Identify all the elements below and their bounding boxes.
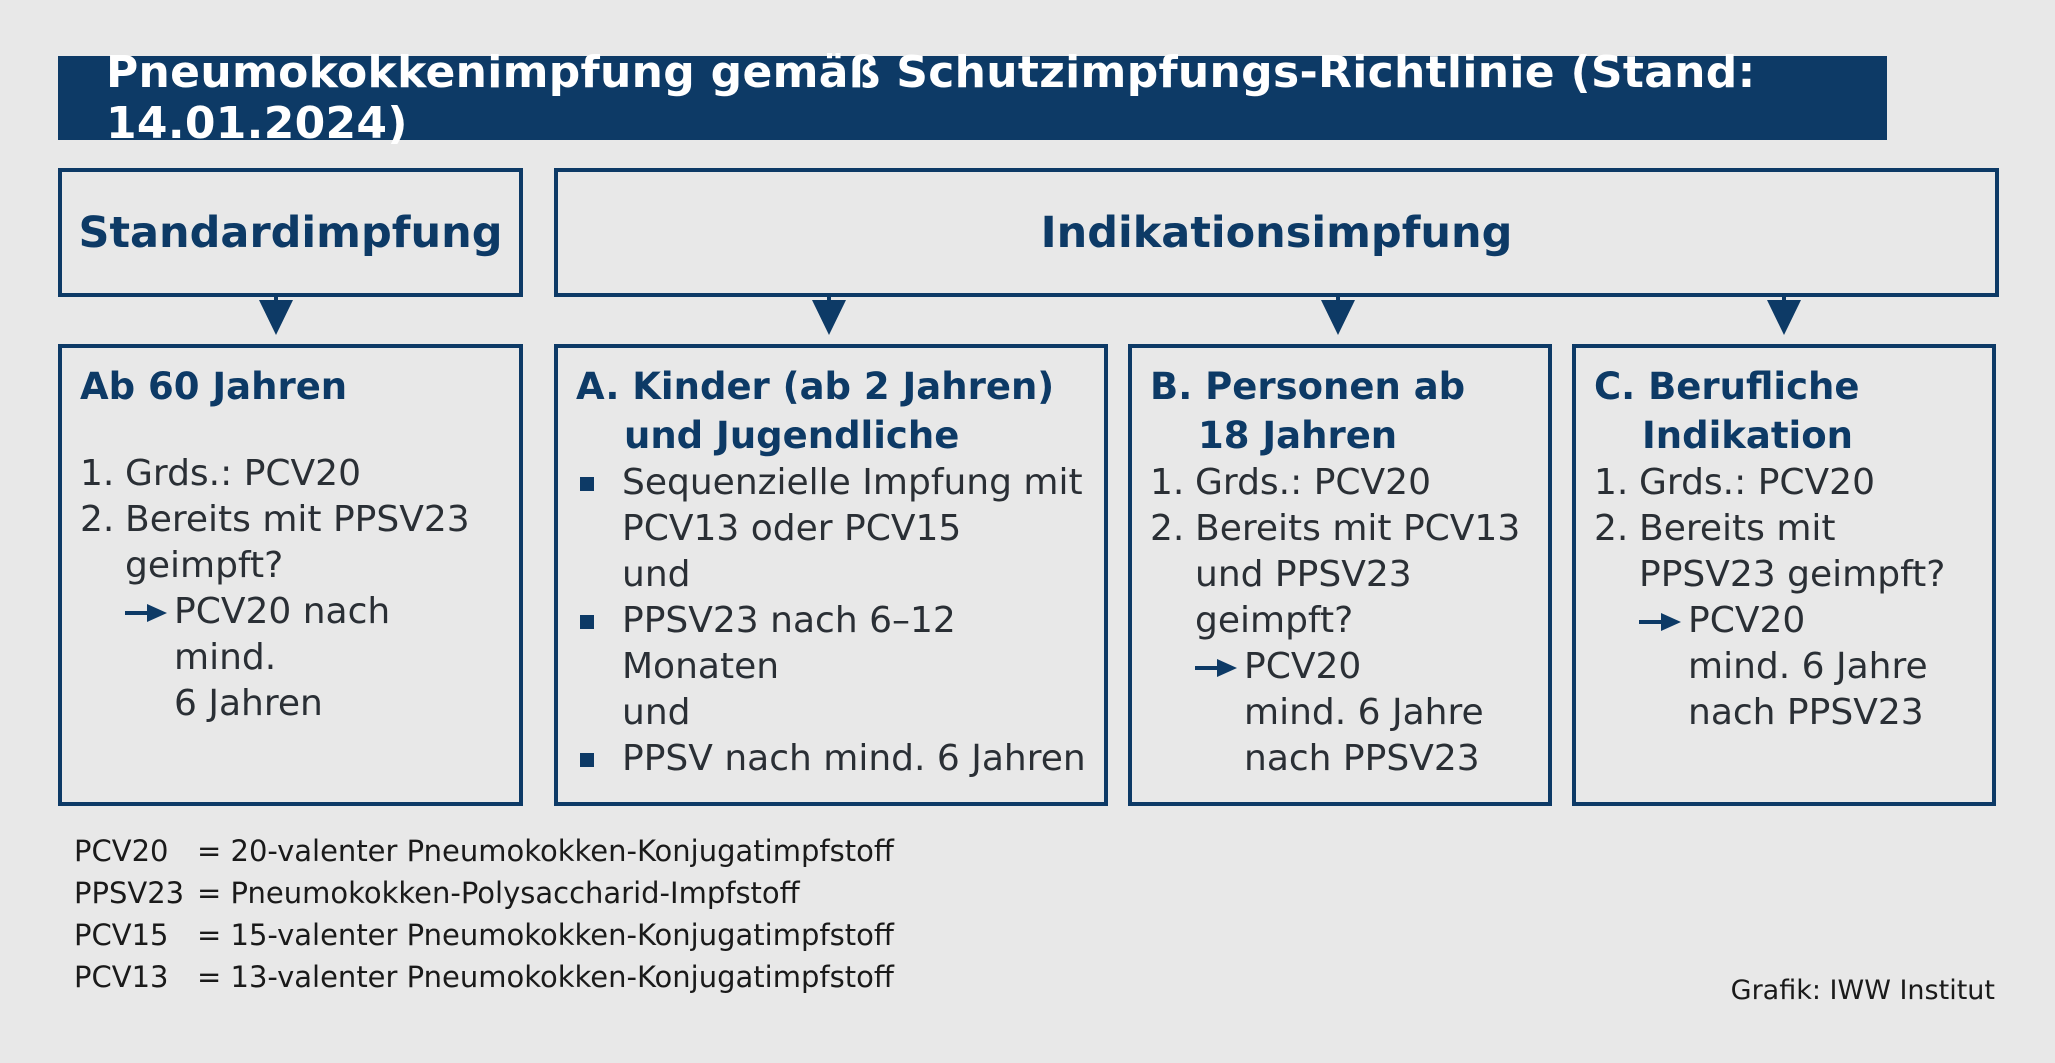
list-item: PPSV nach mind. 6 Jahren xyxy=(576,736,1086,782)
down-arrow-icon xyxy=(259,300,293,335)
down-arrow-icon xyxy=(812,300,846,335)
list-item: PPSV23 nach 6–12 xyxy=(576,598,1086,644)
right-arrow-icon xyxy=(1195,644,1244,690)
card-kinder-jugendliche: A. Kinder (ab 2 Jahren) und Jugendliche Sequenzielle Impfung mit PCV13 oder PCV15 und PPSV23 nach 6–12 Monaten und PPSV nach mind. 6 Jahren xyxy=(554,344,1108,806)
page-title: Pneumokokkenimpfung gemäß Schutzimpfungs-Richtlinie (Stand: 14.01.2024) xyxy=(106,47,1756,149)
card-personen-ab-18: B. Personen ab 18 Jahren 1. Grds.: PCV20 2. Bereits mit PCV13 und PPSV23 geimpft? PCV20 mind. 6 Jahre nach PPSV23 xyxy=(1128,344,1552,806)
down-arrow-icon xyxy=(1767,300,1801,335)
legend-row: PCV13 = 13-valenter Pneumokokken-Konjugatimpfstoff xyxy=(74,960,894,994)
indikationsimpfung-label: Indikationsimpfung xyxy=(1040,207,1513,258)
card-heading: B. Personen ab 18 Jahren xyxy=(1150,365,1466,457)
list-item: 2. Bereits mit PCV13 xyxy=(1150,508,1521,549)
title-banner xyxy=(58,47,1887,149)
card-heading: C. Berufliche Indikation xyxy=(1594,365,1860,457)
card-heading: A. Kinder (ab 2 Jahren) und Jugendliche xyxy=(576,365,1055,457)
right-arrow-icon xyxy=(1639,598,1688,644)
standardimpfung-header xyxy=(58,168,523,297)
indikationsimpfung-header xyxy=(554,168,1999,297)
square-bullet-icon xyxy=(576,736,622,782)
card-ab-60-jahren: Ab 60 Jahren 1. Grds.: PCV20 2. Bereits mit PPSV23 geimpft? PCV20 nach mind. 6 Jahren xyxy=(58,344,523,806)
list-item: Sequenzielle Impfung mit xyxy=(576,460,1086,506)
list-item: 2. Bereits mit PPSV23 xyxy=(80,499,470,540)
legend-row: PPSV23 = Pneumokokken-Polysaccharid-Impfstoff xyxy=(74,876,800,910)
arrow-result: PCV20 xyxy=(1150,644,1530,690)
abbreviation-legend xyxy=(74,830,894,998)
square-bullet-icon xyxy=(576,460,622,506)
down-arrow-icon xyxy=(1321,300,1355,335)
legend-row: PCV15 = 15-valenter Pneumokokken-Konjugatimpfstoff xyxy=(74,918,894,952)
list-item: 1. Grds.: PCV20 xyxy=(1594,462,1875,503)
list-item: 2. Bereits mit xyxy=(1594,508,1836,549)
arrow-result: PCV20 xyxy=(1594,598,1974,644)
square-bullet-icon xyxy=(576,598,622,644)
list-item: 1. Grds.: PCV20 xyxy=(80,453,361,494)
legend-row: PCV20 = 20-valenter Pneumokokken-Konjugatimpfstoff xyxy=(74,834,894,868)
card-berufliche-indikation: C. Berufliche Indikation 1. Grds.: PCV20 2. Bereits mit PPSV23 geimpft? PCV20 mind. 6 Jahre nach PPSV23 xyxy=(1572,344,1996,806)
right-arrow-icon xyxy=(125,589,174,681)
arrow-result: PCV20 nach mind. xyxy=(80,589,501,681)
graphic-credit: Grafik: IWW Institut xyxy=(1730,975,1995,1006)
standardimpfung-label: Standardimpfung xyxy=(78,207,503,258)
list-item: 1. Grds.: PCV20 xyxy=(1150,462,1431,503)
card-heading: Ab 60 Jahren xyxy=(80,365,348,408)
